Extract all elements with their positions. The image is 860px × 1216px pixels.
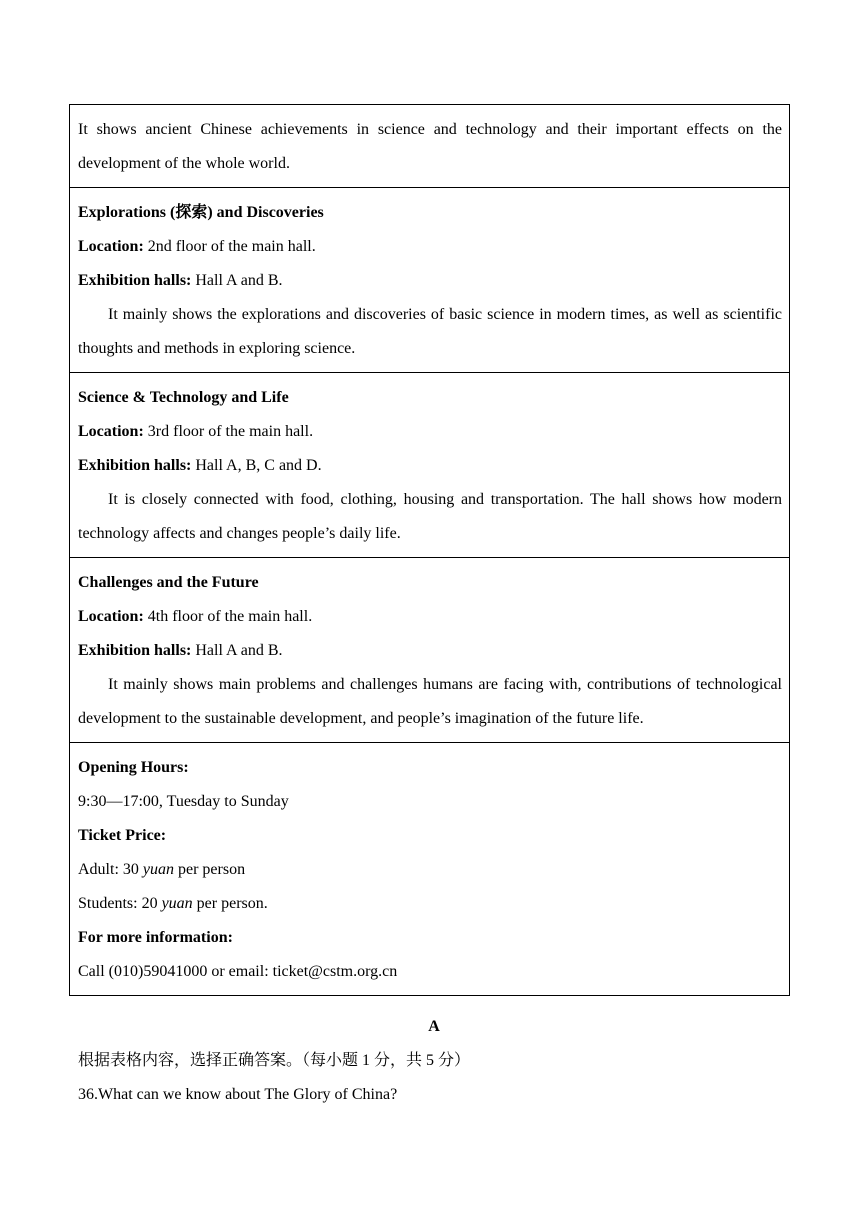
location-label: Location: [78, 608, 144, 625]
explorations-location [78, 230, 782, 264]
life-description: It is closely connected with food, clothing, housing and transportation. The hall shows how modern technology affects and changes people’s daily life. [78, 491, 782, 542]
questions-area [78, 1010, 790, 1112]
question-36: 36.What can we know about The Glory of China? [78, 1086, 398, 1103]
explorations-title: Explorations (探索) and Discoveries [78, 204, 324, 221]
adult-price-unit: yuan [142, 861, 174, 878]
life-cell [70, 372, 789, 557]
student-price-unit: yuan [161, 895, 193, 912]
student-price-prefix: Students: 20 [78, 895, 162, 912]
location-label: Location: [78, 423, 144, 440]
life-halls [78, 449, 782, 483]
halls-value: Hall A and B. [191, 272, 283, 289]
future-title: Challenges and the Future [78, 574, 259, 591]
glory-description: It shows ancient Chinese achievements in science and technology and their important effects on the development of the whole world. [78, 121, 782, 172]
future-description: It mainly shows main problems and challenges humans are facing with, contributions of technological development to the sustainable development, and people’s imagination of the future life. [78, 676, 782, 727]
location-value: 4th floor of the main hall. [143, 608, 313, 625]
halls-value: Hall A and B. [191, 642, 283, 659]
student-price-suffix: per person. [192, 895, 268, 912]
glory-cell [70, 105, 789, 187]
life-title: Science & Technology and Life [78, 389, 289, 406]
future-halls [78, 634, 782, 668]
ticket-price-label: Ticket Price: [78, 827, 167, 844]
future-location [78, 600, 782, 634]
adult-price-suffix: per person [174, 861, 246, 878]
section-letter: A [428, 1018, 440, 1035]
location-value: 3rd floor of the main hall. [143, 423, 314, 440]
explorations-description: It mainly shows the explorations and discoveries of basic science in modern times, as well as scientific thoughts and methods in exploring science. [78, 306, 782, 357]
opening-hours-value: 9:30—17:00, Tuesday to Sunday [78, 793, 289, 810]
halls-label: Exhibition halls: [78, 642, 192, 659]
student-price [78, 887, 782, 921]
explorations-cell [70, 187, 789, 372]
exhibition-table [69, 104, 790, 996]
opening-hours-label: Opening Hours: [78, 759, 189, 776]
adult-price-prefix: Adult: 30 [78, 861, 143, 878]
instruction-text: 根据表格内容，选择正确答案。（每小题 1 分，共 5 分） [78, 1052, 471, 1069]
location-value: 2nd floor of the main hall. [143, 238, 316, 255]
adult-price [78, 853, 782, 887]
halls-value: Hall A, B, C and D. [191, 457, 322, 474]
contact-info: Call (010)59041000 or email: ticket@cstm.org.cn [78, 963, 398, 980]
life-location [78, 415, 782, 449]
halls-label: Exhibition halls: [78, 272, 192, 289]
location-label: Location: [78, 238, 144, 255]
explorations-halls [78, 264, 782, 298]
future-cell [70, 557, 789, 742]
halls-label: Exhibition halls: [78, 457, 192, 474]
more-info-label: For more information: [78, 929, 233, 946]
info-cell [70, 742, 789, 995]
